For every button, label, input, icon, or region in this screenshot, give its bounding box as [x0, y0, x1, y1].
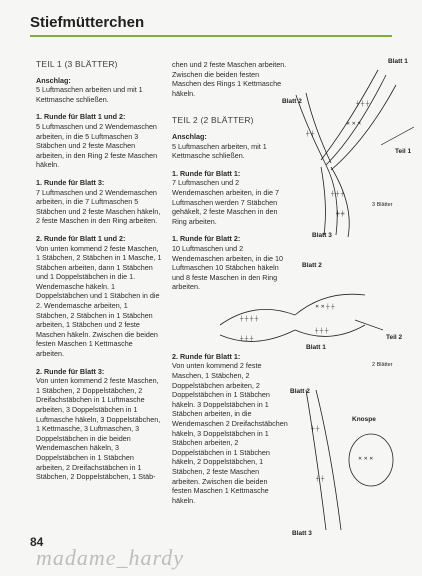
- page-number: 84: [30, 535, 44, 549]
- svg-text:┼ ┼ ┼ ┼: ┼ ┼ ┼ ┼: [240, 316, 259, 322]
- watermark: madame_hardy: [36, 545, 185, 570]
- svg-text:✕ ✕ ✕: ✕ ✕ ✕: [346, 121, 362, 127]
- label-blatt-2-knospe: Blatt 2: [290, 388, 310, 395]
- label-blatt-1: Blatt 1: [388, 58, 408, 65]
- svg-text:┼ ┼ ┼: ┼ ┼ ┼: [315, 328, 329, 334]
- section-body: Von unten kommend 2 feste Maschen, 1 Stäbchen, 2 Doppelstäbchen, 2 Dreifachstäbchen in 1 Luftmasche arbeiten, 3 Doppelstäbchen in 1 Luftmasche häkeln, 3 Doppelstäbchen, 1 Kettmasche, 3 Luftmaschen, 3 Doppelstäbchen in die beiden Wendemaschen häkeln, 3 Doppelstäbchen in 1 Stäbchen arbeiten, 2 Dreifachstäbchen in 1 Stäbchen, 2 Doppelstäbchen, 1 Stäb-: [36, 376, 161, 482]
- svg-text:✕ ✕ ┼ ┼: ✕ ✕ ┼ ┼: [315, 304, 335, 310]
- section-anschlag-2: [172, 132, 288, 161]
- label-blatt-3: Blatt 3: [312, 232, 332, 239]
- label-blatt-3-knospe: Blatt 3: [292, 530, 312, 537]
- label-blatt-2: Blatt 2: [282, 98, 302, 105]
- section-title: Anschlag:: [172, 131, 207, 141]
- section-body: Von unten kommend 2 feste Maschen, 1 Stäbchen, 2 Doppelstäbchen arbeiten, 2 Doppelstäbchen in 1 Stäbchen häkeln. 3 Doppelstäbchen in 1 Stäbchen arbeiten, in die Wendemaschen 2 Dreifachstäbchen häkeln, 3 Doppelstäbchen in 1 Stäbchen arbeiten, 2 Doppelstäbchen in 1 Stäbchen häkeln, 2 Doppelstäbchen, 1 Stäbchen, 2 feste Maschen arbeiten. Zwischen die beiden festen Maschen 1 Kettmasche häkeln.: [172, 361, 288, 505]
- section-runde2-blatt12: [36, 234, 162, 359]
- svg-text:┼ ┼ ┼: ┼ ┼ ┼: [240, 336, 254, 342]
- section-body: 7 Luftmaschen und 2 Wendemaschen arbeiten, in die 7 Luftmaschen werden 7 Stäbchen gehäkelt, 2 feste Maschen in den Ring arbeiten.: [172, 178, 279, 226]
- section-body: 5 Luftmaschen arbeiten und mit 1 Kettmasche schließen.: [36, 85, 143, 104]
- svg-text:✕ ✕ ✕: ✕ ✕ ✕: [358, 456, 374, 462]
- part-heading-teil-1: TEIL 1 (3 BLÄTTER): [36, 59, 118, 69]
- section-body: 7 Luftmaschen und 2 Wendemaschen arbeiten, in die 7 Luftmaschen 5 Stäbchen und 2 feste Maschen häkeln, 2 feste Maschen in den Ring arbeiten.: [36, 187, 161, 226]
- crochet-diagram-knospe: [286, 380, 416, 540]
- label-blatt-2-t2: Blatt 2: [302, 262, 322, 269]
- svg-text:┼ ┼ ┼: ┼ ┼ ┼: [356, 101, 370, 107]
- label-teil-2: Teil 2: [386, 334, 403, 341]
- title-rule: [30, 35, 392, 37]
- section-title: 2. Runde für Blatt 1 und 2:: [36, 233, 126, 243]
- section-runde2-blatt3: [36, 367, 162, 482]
- section-anschlag: [36, 76, 162, 105]
- section-runde1-blatt1-t2: [172, 169, 288, 227]
- section-body: 5 Luftmaschen arbeiten, mit 1 Kettmasche schließen.: [172, 141, 267, 161]
- label-blatt-1-t2: Blatt 1: [306, 344, 326, 351]
- svg-text:┼ ┼: ┼ ┼: [316, 476, 325, 482]
- section-title: Anschlag:: [36, 75, 71, 85]
- section-runde1-blatt12: [36, 112, 162, 170]
- section-body: 5 Luftmaschen und 2 Wendemaschen arbeiten, in die 5 Luftmaschen 3 Stäbchen und 2 feste Maschen arbeiten, in den Ring 2 feste Maschen häkeln.: [36, 121, 158, 170]
- label-2-blaetter: 2 Blätter: [372, 362, 393, 368]
- section-title: 2. Runde für Blatt 1:: [172, 351, 241, 361]
- svg-text:┼ ┼ ┼: ┼ ┼ ┼: [331, 191, 345, 197]
- crochet-diagram-teil-2: [215, 270, 385, 360]
- section-title: 1. Runde für Blatt 1:: [172, 168, 241, 178]
- text-column-1: [36, 60, 162, 490]
- section-title: 1. Runde für Blatt 3:: [36, 177, 105, 187]
- section-title: 1. Runde für Blatt 1 und 2:: [36, 112, 126, 122]
- page-title: Stiefmütterchen: [30, 14, 145, 31]
- section-runde2-blatt1-t2: [172, 352, 288, 506]
- section-title: 1. Runde für Blatt 2:: [172, 234, 241, 244]
- part-heading-teil-2: TEIL 2 (2 BLÄTTER): [172, 115, 254, 126]
- section-runde1-blatt3: [36, 178, 162, 226]
- section-title: 2. Runde für Blatt 3:: [36, 366, 105, 376]
- label-3-blaetter: 3 Blätter: [372, 202, 393, 208]
- svg-text:┼ ┼: ┼ ┼: [306, 131, 315, 137]
- section-body: Von unten kommend 2 feste Maschen, 1 Stäbchen, 2 Stäbchen in 1 Masche, 1 Stäbchen arbeiten, dann 1 Stäbchen und 1 Doppelstäbchen in die 1. Wendemasche häkeln. 1 Doppelstäbchen und 1 Stäbchen in die 2. Wendemasche arbeiten, 1 Stäbchen, 2 Stäbchen in 1 Stäbchen arbeiten, 1 Stäbchen und 2 feste Maschen häkeln. Zwischen die beiden festen Maschen 1 Kettmasche arbeiten.: [36, 243, 162, 359]
- section-body: 10 Luftmaschen und 2 Wendemaschen arbeiten, in die 10 Luftmaschen 10 Stäbchen häkeln und 8 feste Maschen in den Ring arbeiten.: [172, 243, 283, 292]
- column2-intro: chen und 2 feste Maschen arbeiten. Zwischen die beiden festen Maschen des Rings 1 Kettmasche häkeln.: [172, 60, 287, 98]
- svg-text:┼ ┼: ┼ ┼: [311, 426, 320, 432]
- label-knospe: Knospe: [352, 416, 376, 423]
- svg-text:╪ ╪: ╪ ╪: [336, 211, 345, 217]
- label-teil-1: Teil 1: [395, 148, 412, 155]
